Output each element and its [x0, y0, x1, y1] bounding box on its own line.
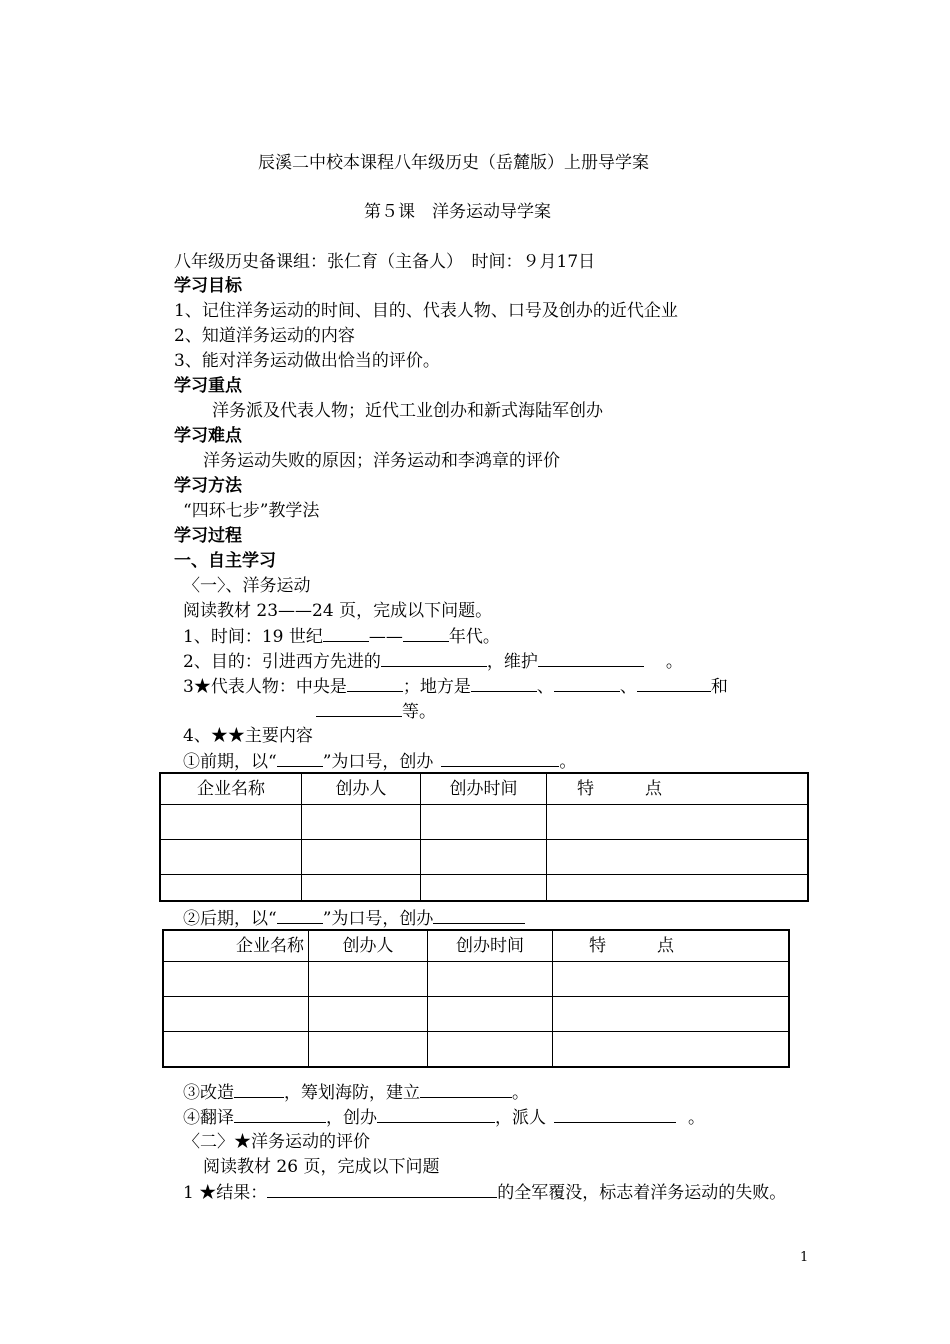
table-row [163, 1032, 789, 1068]
table-header: 创办时间 [421, 773, 547, 805]
page-number: 1 [800, 1250, 809, 1265]
early-enterprise-table [159, 772, 809, 902]
table-header: 创办人 [302, 773, 421, 805]
result-line: 1 ★结果： 的全军覆没，标志着洋务运动的失败。 [183, 1183, 787, 1203]
answer-blank[interactable] [403, 625, 449, 642]
late-period-line: ②后期，以“ ”为口号，创办 [183, 907, 525, 930]
answer-blank[interactable] [441, 750, 559, 767]
method-heading: 学习方法 [174, 476, 242, 496]
key-text: 洋务派及代表人物；近代工业创办和新式海陆军创办 [212, 401, 603, 421]
reading-instruction-1: 阅读教材 23——24 页，完成以下问题。 [183, 601, 493, 621]
table-row [160, 805, 808, 840]
late-enterprise-table [162, 929, 790, 1068]
answer-blank[interactable] [267, 1181, 497, 1198]
goal-1: 1、记住洋务运动的时间、目的、代表人物、口号及创办的近代企业 [174, 301, 678, 321]
school-title: 辰溪二中校本课程八年级历史（岳麓版）上册导学案 [258, 153, 649, 173]
goals-heading: 学习目标 [174, 276, 242, 296]
goal-2: 2、知道洋务运动的内容 [174, 326, 355, 346]
method-text: “四环七步”教学法 [183, 501, 320, 521]
answer-blank[interactable] [277, 750, 323, 767]
section-1-heading: 一、自主学习 [174, 551, 276, 571]
key-heading: 学习重点 [174, 376, 242, 396]
table-header: 企业名称 [160, 773, 302, 805]
answer-blank[interactable] [323, 625, 369, 642]
answer-blank[interactable] [538, 650, 644, 667]
question-representatives-cont: 等。 [316, 700, 436, 723]
item-4-line: ④翻译 ，创办 ，派人 。 [183, 1108, 705, 1128]
answer-blank[interactable] [316, 700, 402, 717]
question-purpose: 2、目的：引进西方先进的 ，维护 。 [183, 652, 683, 672]
answer-blank[interactable] [420, 1081, 512, 1098]
early-period-line: ①前期，以“ ”为口号，创办 。 [183, 752, 577, 772]
difficult-text: 洋务运动失败的原因；洋务运动和李鸿章的评价 [203, 451, 560, 471]
table-header: 创办时间 [428, 930, 553, 962]
table-row [163, 997, 789, 1032]
answer-blank[interactable] [347, 675, 403, 692]
answer-blank[interactable] [277, 907, 323, 924]
goal-3: 3、能对洋务运动做出恰当的评价。 [174, 351, 440, 371]
table-header: 企业名称 [163, 930, 309, 962]
answer-blank[interactable] [234, 1081, 284, 1098]
meta-line: 八年级历史备课组：张仁育（主备人） 时间：９月17日 [174, 252, 596, 272]
process-heading: 学习过程 [174, 526, 242, 546]
answer-blank[interactable] [433, 907, 525, 924]
table-row [163, 962, 789, 997]
answer-blank[interactable] [554, 1106, 676, 1123]
answer-blank[interactable] [637, 675, 711, 692]
reading-instruction-2: 阅读教材 26 页，完成以下问题 [203, 1157, 440, 1177]
table-header: 特 点 [547, 773, 809, 805]
question-main-content: 4、★★主要内容 [183, 726, 313, 746]
table-row [160, 875, 808, 902]
table-header: 特 点 [553, 930, 790, 962]
answer-blank[interactable] [234, 1106, 326, 1123]
subsection-1: 〈一〉、洋务运动 [183, 576, 311, 596]
table-header: 创办人 [309, 930, 428, 962]
answer-blank[interactable] [377, 1106, 495, 1123]
lesson-title: 第５课 洋务运动导学案 [364, 202, 551, 222]
answer-blank[interactable] [471, 675, 537, 692]
question-representatives: 3★代表人物：中央是 ；地方是 、 、 和 [183, 677, 728, 697]
question-time: 1、时间：19 世纪 —— 年代。 [183, 627, 500, 647]
subsection-2: 〈二〉★洋务运动的评价 [183, 1132, 370, 1152]
table-row [160, 840, 808, 875]
answer-blank[interactable] [554, 675, 620, 692]
item-3-line: ③改造 ，筹划海防，建立 。 [183, 1083, 529, 1103]
difficult-heading: 学习难点 [174, 426, 242, 446]
answer-blank[interactable] [381, 650, 487, 667]
